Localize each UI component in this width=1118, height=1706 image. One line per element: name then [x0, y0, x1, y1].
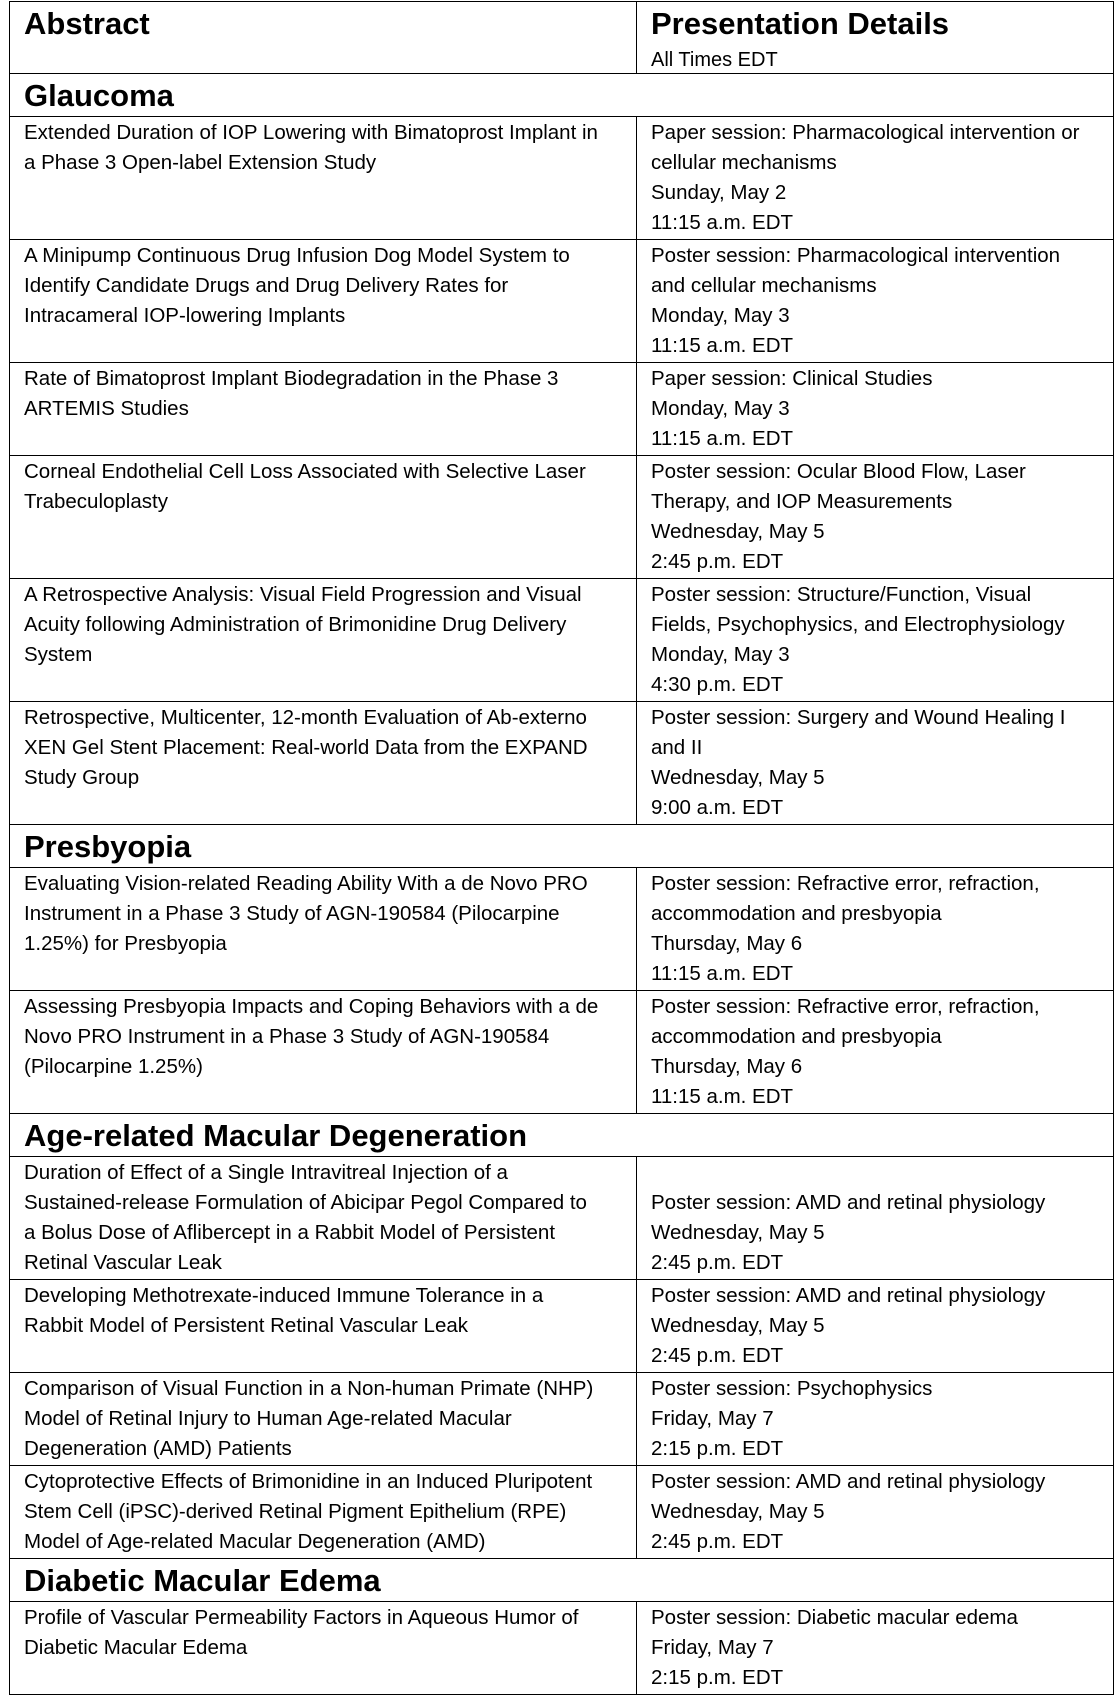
- abstract-cell: [10, 1602, 637, 1695]
- section-title: Presbyopia: [10, 825, 1114, 868]
- table-row: [10, 868, 1114, 991]
- details-cell: [637, 1280, 1114, 1373]
- presentation-detail-line: cellular mechanisms: [651, 151, 837, 174]
- presentation-detail-line: Wednesday, May 5: [651, 1314, 825, 1337]
- presentation-detail-line: Poster session: AMD and retinal physiology: [651, 1470, 1046, 1493]
- abstract-title-line: Developing Methotrexate-induced Immune Tolerance in a: [24, 1284, 544, 1307]
- presentation-detail-line: Poster session: Refractive error, refraction,: [651, 872, 1040, 895]
- abstract-title-line: Extended Duration of IOP Lowering with Bimatoprost Implant in: [24, 121, 598, 144]
- presentation-detail-line: Wednesday, May 5: [651, 766, 825, 789]
- abstract-title-line: Retinal Vascular Leak: [24, 1251, 222, 1274]
- abstract-title-line: A Minipump Continuous Drug Infusion Dog Model System to: [24, 244, 570, 267]
- table-row: [10, 1602, 1114, 1695]
- presentation-detail-line: Poster session: Ocular Blood Flow, Laser: [651, 460, 1026, 483]
- abstract-title-line: Trabeculoplasty: [24, 490, 168, 513]
- abstract-title-line: System: [24, 643, 93, 666]
- abstract-title-line: Stem Cell (iPSC)-derived Retinal Pigment Epithelium (RPE): [24, 1500, 567, 1523]
- abstract-title-line: Profile of Vascular Permeability Factors in Aqueous Humor of: [24, 1606, 579, 1629]
- abstract-title-line: Duration of Effect of a Single Intravitreal Injection of a: [24, 1161, 508, 1184]
- abstract-title-line: XEN Gel Stent Placement: Real-world Data from the EXPAND: [24, 736, 588, 759]
- presentation-detail-line: accommodation and presbyopia: [651, 902, 942, 925]
- presentation-detail-line: Friday, May 7: [651, 1636, 774, 1659]
- details-cell: [637, 117, 1114, 240]
- presentation-detail-line: Thursday, May 6: [651, 932, 803, 955]
- details-cell: [637, 240, 1114, 363]
- abstract-cell: [10, 363, 637, 456]
- abstract-title-line: (Pilocarpine 1.25%): [24, 1055, 203, 1078]
- presentation-detail-line: Thursday, May 6: [651, 1055, 803, 1078]
- abstract-cell: [10, 117, 637, 240]
- details-cell: [637, 363, 1114, 456]
- section-header-row: [10, 825, 1114, 868]
- presentation-detail-line: Wednesday, May 5: [651, 520, 825, 543]
- presentation-detail-line: Poster session: Structure/Function, Visual: [651, 583, 1032, 606]
- table-row: [10, 1373, 1114, 1466]
- presentation-detail-line: Poster session: Pharmacological intervention: [651, 244, 1061, 267]
- details-cell: [637, 868, 1114, 991]
- presentation-detail-line: Monday, May 3: [651, 643, 790, 666]
- presentation-detail-line: Therapy, and IOP Measurements: [651, 490, 953, 513]
- section-title: Age-related Macular Degeneration: [10, 1114, 1114, 1157]
- abstract-title-line: Cytoprotective Effects of Brimonidine in an Induced Pluripotent: [24, 1470, 593, 1493]
- details-cell: [637, 702, 1114, 825]
- details-cell: [637, 991, 1114, 1114]
- abstract-title-line: Novo PRO Instrument in a Phase 3 Study of AGN-190584: [24, 1025, 550, 1048]
- timezone-note: All Times EDT: [651, 49, 778, 71]
- abstract-title-line: 1.25%) for Presbyopia: [24, 932, 227, 955]
- table-row: [10, 240, 1114, 363]
- abstract-title-line: Intracameral IOP-lowering Implants: [24, 304, 346, 327]
- abstract-title-line: a Bolus Dose of Aflibercept in a Rabbit Model of Persistent: [24, 1221, 556, 1244]
- presentation-detail-line: 2:15 p.m. EDT: [651, 1437, 784, 1460]
- table-row: [10, 456, 1114, 579]
- abstract-title-line: Sustained-release Formulation of Abicipar Pegol Compared to: [24, 1191, 587, 1214]
- abstract-cell: [10, 702, 637, 825]
- abstract-title-line: Model of Age-related Macular Degeneration (AMD): [24, 1530, 486, 1553]
- table-row: [10, 991, 1114, 1114]
- presentation-detail-line: and II: [651, 736, 703, 759]
- presentation-detail-line: 2:45 p.m. EDT: [651, 1530, 784, 1553]
- abstract-cell: [10, 456, 637, 579]
- details-cell: [637, 1466, 1114, 1559]
- abstract-title-line: Corneal Endothelial Cell Loss Associated with Selective Laser: [24, 460, 586, 483]
- presentation-detail-line: and cellular mechanisms: [651, 274, 877, 297]
- abstract-title-line: ARTEMIS Studies: [24, 397, 189, 420]
- section-title: Diabetic Macular Edema: [10, 1559, 1114, 1602]
- abstract-cell: [10, 1280, 637, 1373]
- table-row: [10, 363, 1114, 456]
- presentation-detail-line: Wednesday, May 5: [651, 1221, 825, 1244]
- presentation-detail-line: Paper session: Clinical Studies: [651, 367, 933, 390]
- presentation-detail-line: Sunday, May 2: [651, 181, 787, 204]
- presentation-detail-line: Wednesday, May 5: [651, 1500, 825, 1523]
- presentation-detail-line: Poster session: Surgery and Wound Healing I: [651, 706, 1066, 729]
- table-header-row: [10, 2, 1114, 74]
- presentation-detail-line: Monday, May 3: [651, 304, 790, 327]
- presentation-detail-line: 11:15 a.m. EDT: [651, 334, 794, 357]
- table-row: [10, 1280, 1114, 1373]
- abstract-title-line: Model of Retinal Injury to Human Age-related Macular: [24, 1407, 512, 1430]
- presentation-detail-line: 2:15 p.m. EDT: [651, 1666, 784, 1689]
- table-row: [10, 702, 1114, 825]
- abstract-cell: [10, 1157, 637, 1280]
- abstract-cell: [10, 240, 637, 363]
- table-row: [10, 579, 1114, 702]
- details-cell: [637, 1373, 1114, 1466]
- table-row: [10, 1466, 1114, 1559]
- abstract-title-line: Retrospective, Multicenter, 12-month Evaluation of Ab-externo: [24, 706, 587, 729]
- presentation-detail-line: Fields, Psychophysics, and Electrophysiology: [651, 613, 1065, 636]
- abstract-title-line: Study Group: [24, 766, 140, 789]
- presentation-detail-line: 2:45 p.m. EDT: [651, 1344, 784, 1367]
- presentation-detail-line: Poster session: Refractive error, refraction,: [651, 995, 1040, 1018]
- abstract-cell: [10, 1466, 637, 1559]
- section-title: Glaucoma: [10, 74, 1114, 117]
- abstract-cell: [10, 868, 637, 991]
- presentation-detail-line: 9:00 a.m. EDT: [651, 796, 784, 819]
- presentation-detail-line: Paper session: Pharmacological intervention or: [651, 121, 1080, 144]
- abstract-title-line: Diabetic Macular Edema: [24, 1636, 248, 1659]
- presentation-detail-line: Poster session: Psychophysics: [651, 1377, 933, 1400]
- presentation-detail-line: Poster session: Diabetic macular edema: [651, 1606, 1018, 1629]
- table-row: [10, 117, 1114, 240]
- abstract-title-line: Assessing Presbyopia Impacts and Coping Behaviors with a de: [24, 995, 599, 1018]
- abstract-title-line: Rabbit Model of Persistent Retinal Vascular Leak: [24, 1314, 469, 1337]
- abstract-title-line: A Retrospective Analysis: Visual Field Progression and Visual: [24, 583, 582, 606]
- presentation-detail-line: 4:30 p.m. EDT: [651, 673, 784, 696]
- abstract-title-line: Degeneration (AMD) Patients: [24, 1437, 292, 1460]
- details-cell: [637, 456, 1114, 579]
- table-row: [10, 1157, 1114, 1280]
- presentation-detail-line: accommodation and presbyopia: [651, 1025, 942, 1048]
- abstract-title-line: Comparison of Visual Function in a Non-human Primate (NHP): [24, 1377, 594, 1400]
- abstract-cell: [10, 1373, 637, 1466]
- presentations-table: [9, 1, 1114, 1695]
- abstract-title-line: Rate of Bimatoprost Implant Biodegradation in the Phase 3: [24, 367, 559, 390]
- abstract-title-line: Acuity following Administration of Brimonidine Drug Delivery: [24, 613, 567, 636]
- presentation-detail-line: Poster session: AMD and retinal physiology: [651, 1284, 1046, 1307]
- presentation-detail-line: 11:15 a.m. EDT: [651, 962, 794, 985]
- presentation-detail-line: 2:45 p.m. EDT: [651, 550, 784, 573]
- abstract-title-line: Instrument in a Phase 3 Study of AGN-190584 (Pilocarpine: [24, 902, 560, 925]
- presentation-detail-line: Poster session: AMD and retinal physiology: [651, 1191, 1046, 1214]
- details-cell: [637, 1602, 1114, 1695]
- presentation-detail-line: 11:15 a.m. EDT: [651, 211, 794, 234]
- details-column-header: Presentation Details All Times EDT: [637, 2, 1114, 74]
- abstract-column-header: Abstract: [10, 2, 637, 74]
- details-cell: [637, 1157, 1114, 1280]
- presentation-detail-line: 11:15 a.m. EDT: [651, 427, 794, 450]
- abstract-title-line: Evaluating Vision-related Reading Ability With a de Novo PRO: [24, 872, 588, 895]
- presentation-detail-line: 2:45 p.m. EDT: [651, 1251, 784, 1274]
- presentation-detail-line: Friday, May 7: [651, 1407, 774, 1430]
- presentation-detail-line: Monday, May 3: [651, 397, 790, 420]
- section-header-row: [10, 1114, 1114, 1157]
- abstract-title-line: Identify Candidate Drugs and Drug Delivery Rates for: [24, 274, 509, 297]
- section-header-row: [10, 1559, 1114, 1602]
- details-cell: [637, 579, 1114, 702]
- abstract-cell: [10, 579, 637, 702]
- presentation-detail-line: 11:15 a.m. EDT: [651, 1085, 794, 1108]
- abstract-cell: [10, 991, 637, 1114]
- section-header-row: [10, 74, 1114, 117]
- abstract-title-line: a Phase 3 Open-label Extension Study: [24, 151, 377, 174]
